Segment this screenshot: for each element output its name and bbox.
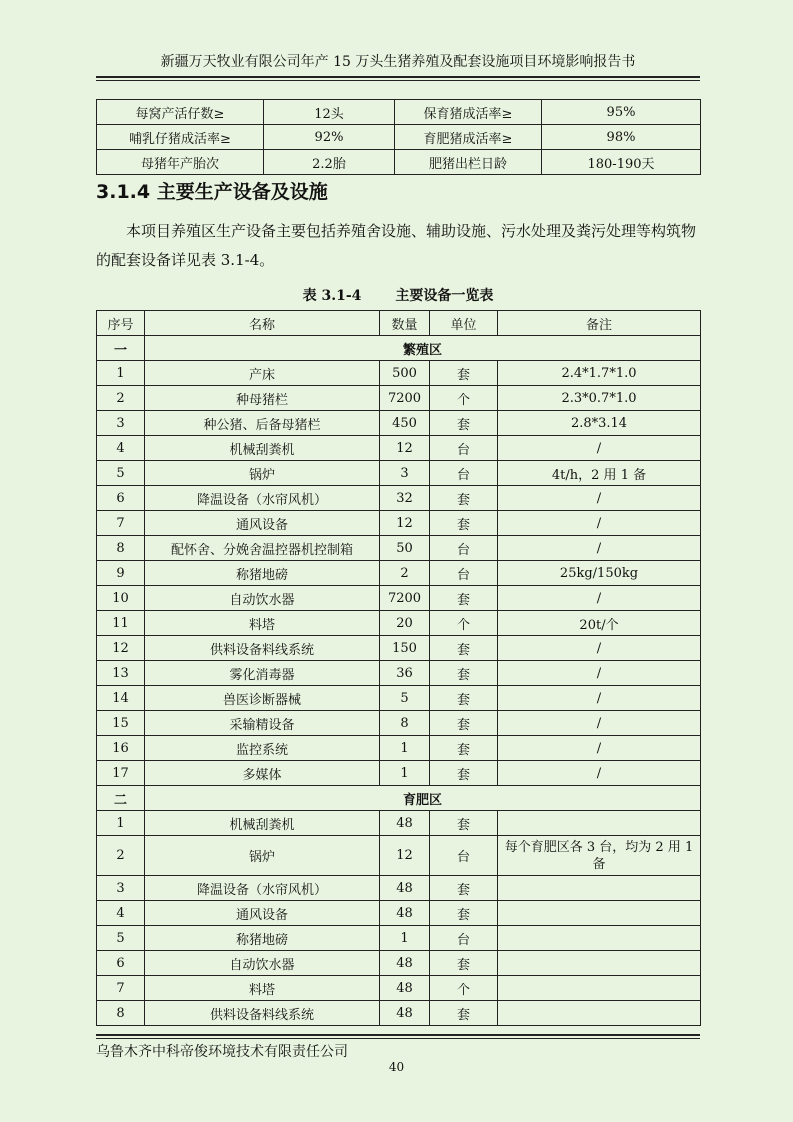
row-index: 4 <box>97 901 145 926</box>
unit: 套 <box>430 876 498 901</box>
equipment-name: 锅炉 <box>145 461 380 486</box>
kpi-row <box>97 150 701 175</box>
table-row <box>97 836 701 876</box>
remark: / <box>498 511 701 536</box>
unit: 台 <box>430 926 498 951</box>
row-index: 1 <box>97 811 145 836</box>
unit: 套 <box>430 361 498 386</box>
equipment-name: 配怀舍、分娩舍温控器机控制箱 <box>145 536 380 561</box>
equipment-name: 产床 <box>145 361 380 386</box>
remark <box>498 811 701 836</box>
row-index: 5 <box>97 461 145 486</box>
unit: 套 <box>430 1001 498 1026</box>
table-row <box>97 586 701 611</box>
kpi-value: 98% <box>542 125 701 150</box>
equipment-table-body <box>97 336 701 1026</box>
remark: 2.4*1.7*1.0 <box>498 361 701 386</box>
group-row <box>97 786 701 811</box>
header-cell: 备注 <box>498 311 701 336</box>
remark <box>498 926 701 951</box>
equipment-name: 称猪地磅 <box>145 561 380 586</box>
kpi-value: 95% <box>542 100 701 125</box>
quantity: 12 <box>380 436 430 461</box>
quantity: 150 <box>380 636 430 661</box>
unit: 套 <box>430 761 498 786</box>
remark <box>498 901 701 926</box>
equipment-name: 机械刮粪机 <box>145 811 380 836</box>
remark: / <box>498 586 701 611</box>
unit: 套 <box>430 736 498 761</box>
quantity: 48 <box>380 876 430 901</box>
table-caption-number: 表 3.1-4 <box>302 288 362 304</box>
kpi-value: 180-190天 <box>542 150 701 175</box>
kpi-label: 哺乳仔猪成活率≥ <box>97 125 264 150</box>
unit: 套 <box>430 661 498 686</box>
table-row <box>97 811 701 836</box>
table-row <box>97 561 701 586</box>
table-row <box>97 976 701 1001</box>
remark <box>498 951 701 976</box>
header-rule-thin <box>96 80 700 81</box>
row-index: 13 <box>97 661 145 686</box>
header-cell: 序号 <box>97 311 145 336</box>
quantity: 12 <box>380 836 430 876</box>
quantity: 1 <box>380 926 430 951</box>
table-row <box>97 1001 701 1026</box>
unit: 台 <box>430 836 498 876</box>
group-name: 繁殖区 <box>145 336 701 361</box>
equipment-table <box>96 310 701 1026</box>
kpi-row <box>97 100 701 125</box>
section-title: 3.1.4 主要生产设备及设施 <box>96 181 328 203</box>
kpi-table-body <box>97 100 701 175</box>
unit: 套 <box>430 636 498 661</box>
unit: 台 <box>430 436 498 461</box>
quantity: 7200 <box>380 386 430 411</box>
table-row <box>97 901 701 926</box>
unit: 套 <box>430 511 498 536</box>
row-index: 6 <box>97 486 145 511</box>
remark <box>498 1001 701 1026</box>
unit: 套 <box>430 951 498 976</box>
table-caption <box>96 285 700 307</box>
equipment-name: 监控系统 <box>145 736 380 761</box>
unit: 套 <box>430 686 498 711</box>
row-index: 6 <box>97 951 145 976</box>
equipment-table-header-row <box>97 311 701 336</box>
row-index: 17 <box>97 761 145 786</box>
remark <box>498 876 701 901</box>
quantity: 48 <box>380 1001 430 1026</box>
remark: / <box>498 761 701 786</box>
table-row <box>97 486 701 511</box>
kpi-label: 保育猪成活率≥ <box>395 100 542 125</box>
remark: 20t/个 <box>498 611 701 636</box>
table-row <box>97 661 701 686</box>
quantity: 1 <box>380 736 430 761</box>
equipment-name: 称猪地磅 <box>145 926 380 951</box>
unit: 个 <box>430 611 498 636</box>
page-header-title: 新疆万天牧业有限公司年产 15 万头生猪养殖及配套设施项目环境影响报告书 <box>160 54 636 70</box>
equipment-name: 种公猪、后备母猪栏 <box>145 411 380 436</box>
equipment-name: 供料设备料线系统 <box>145 1001 380 1026</box>
remark: / <box>498 686 701 711</box>
row-index: 4 <box>97 436 145 461</box>
unit: 台 <box>430 536 498 561</box>
quantity: 7200 <box>380 586 430 611</box>
quantity: 36 <box>380 661 430 686</box>
table-row <box>97 761 701 786</box>
table-row <box>97 711 701 736</box>
row-index: 7 <box>97 511 145 536</box>
quantity: 48 <box>380 901 430 926</box>
unit: 台 <box>430 561 498 586</box>
unit: 台 <box>430 461 498 486</box>
quantity: 12 <box>380 511 430 536</box>
remark: / <box>498 661 701 686</box>
equipment-name: 锅炉 <box>145 836 380 876</box>
quantity: 5 <box>380 686 430 711</box>
table-row <box>97 686 701 711</box>
quantity: 2 <box>380 561 430 586</box>
kpi-label: 母猪年产胎次 <box>97 150 264 175</box>
footer-company: 乌鲁木齐中科帝俊环境技术有限责任公司 <box>96 1044 348 1060</box>
table-row <box>97 926 701 951</box>
equipment-name: 自动饮水器 <box>145 586 380 611</box>
quantity: 20 <box>380 611 430 636</box>
unit: 套 <box>430 411 498 436</box>
equipment-name: 兽医诊断器械 <box>145 686 380 711</box>
table-row <box>97 736 701 761</box>
group-row <box>97 336 701 361</box>
table-row <box>97 361 701 386</box>
equipment-name: 种母猪栏 <box>145 386 380 411</box>
equipment-name: 通风设备 <box>145 511 380 536</box>
table-row <box>97 636 701 661</box>
quantity: 48 <box>380 951 430 976</box>
group-index: 二 <box>97 786 145 811</box>
row-index: 8 <box>97 536 145 561</box>
header-cell: 单位 <box>430 311 498 336</box>
quantity: 50 <box>380 536 430 561</box>
quantity: 450 <box>380 411 430 436</box>
quantity: 48 <box>380 976 430 1001</box>
kpi-label: 肥猪出栏日龄 <box>395 150 542 175</box>
remark: 4t/h，2 用 1 备 <box>498 461 701 486</box>
header-cell: 数量 <box>380 311 430 336</box>
section-paragraph: 本项目养殖区生产设备主要包括养殖舍设施、辅助设施、污水处理及粪污处理等构筑物的配套设备详见表 3.1-4。 <box>96 222 697 269</box>
remark: / <box>498 711 701 736</box>
row-index: 3 <box>97 411 145 436</box>
quantity: 8 <box>380 711 430 736</box>
table-row <box>97 611 701 636</box>
quantity: 32 <box>380 486 430 511</box>
remark: / <box>498 736 701 761</box>
remark: / <box>498 636 701 661</box>
remark <box>498 976 701 1001</box>
kpi-row <box>97 125 701 150</box>
table-row <box>97 536 701 561</box>
equipment-name: 自动饮水器 <box>145 951 380 976</box>
row-index: 14 <box>97 686 145 711</box>
remark: / <box>498 536 701 561</box>
equipment-name: 机械刮粪机 <box>145 436 380 461</box>
row-index: 3 <box>97 876 145 901</box>
unit: 套 <box>430 486 498 511</box>
table-row <box>97 511 701 536</box>
row-index: 1 <box>97 361 145 386</box>
equipment-name: 降温设备（水帘风机） <box>145 486 380 511</box>
equipment-name: 多媒体 <box>145 761 380 786</box>
row-index: 16 <box>97 736 145 761</box>
kpi-value: 2.2胎 <box>264 150 395 175</box>
row-index: 2 <box>97 386 145 411</box>
page-number: 40 <box>388 1060 405 1074</box>
kpi-table <box>96 99 701 175</box>
kpi-value: 92% <box>264 125 395 150</box>
unit: 套 <box>430 586 498 611</box>
quantity: 500 <box>380 361 430 386</box>
row-index: 7 <box>97 976 145 1001</box>
remark: / <box>498 436 701 461</box>
footer-rule <box>96 1034 700 1036</box>
row-index: 15 <box>97 711 145 736</box>
table-row <box>97 436 701 461</box>
unit: 套 <box>430 711 498 736</box>
remark: 2.8*3.14 <box>498 411 701 436</box>
row-index: 11 <box>97 611 145 636</box>
table-caption-title: 主要设备一览表 <box>395 288 494 304</box>
quantity: 3 <box>380 461 430 486</box>
equipment-name: 采输精设备 <box>145 711 380 736</box>
footer-rule-thin <box>96 1038 700 1039</box>
kpi-label: 每窝产活仔数≥ <box>97 100 264 125</box>
kpi-label: 育肥猪成活率≥ <box>395 125 542 150</box>
group-name: 育肥区 <box>145 786 701 811</box>
quantity: 1 <box>380 761 430 786</box>
row-index: 12 <box>97 636 145 661</box>
equipment-name: 料塔 <box>145 611 380 636</box>
equipment-name: 通风设备 <box>145 901 380 926</box>
unit: 个 <box>430 976 498 1001</box>
group-index: 一 <box>97 336 145 361</box>
equipment-name: 料塔 <box>145 976 380 1001</box>
unit: 套 <box>430 811 498 836</box>
equipment-name: 降温设备（水帘风机） <box>145 876 380 901</box>
row-index: 8 <box>97 1001 145 1026</box>
table-row <box>97 386 701 411</box>
unit: 套 <box>430 901 498 926</box>
row-index: 9 <box>97 561 145 586</box>
kpi-value: 12头 <box>264 100 395 125</box>
unit: 个 <box>430 386 498 411</box>
header-rule <box>96 76 700 78</box>
table-row <box>97 461 701 486</box>
header-cell: 名称 <box>145 311 380 336</box>
remark: 每个育肥区各 3 台，均为 2 用 1 备 <box>498 836 701 876</box>
equipment-name: 雾化消毒器 <box>145 661 380 686</box>
remark: 2.3*0.7*1.0 <box>498 386 701 411</box>
quantity: 48 <box>380 811 430 836</box>
table-row <box>97 951 701 976</box>
row-index: 10 <box>97 586 145 611</box>
row-index: 5 <box>97 926 145 951</box>
remark: / <box>498 486 701 511</box>
remark: 25kg/150kg <box>498 561 701 586</box>
row-index: 2 <box>97 836 145 876</box>
equipment-name: 供料设备料线系统 <box>145 636 380 661</box>
table-row <box>97 876 701 901</box>
table-row <box>97 411 701 436</box>
